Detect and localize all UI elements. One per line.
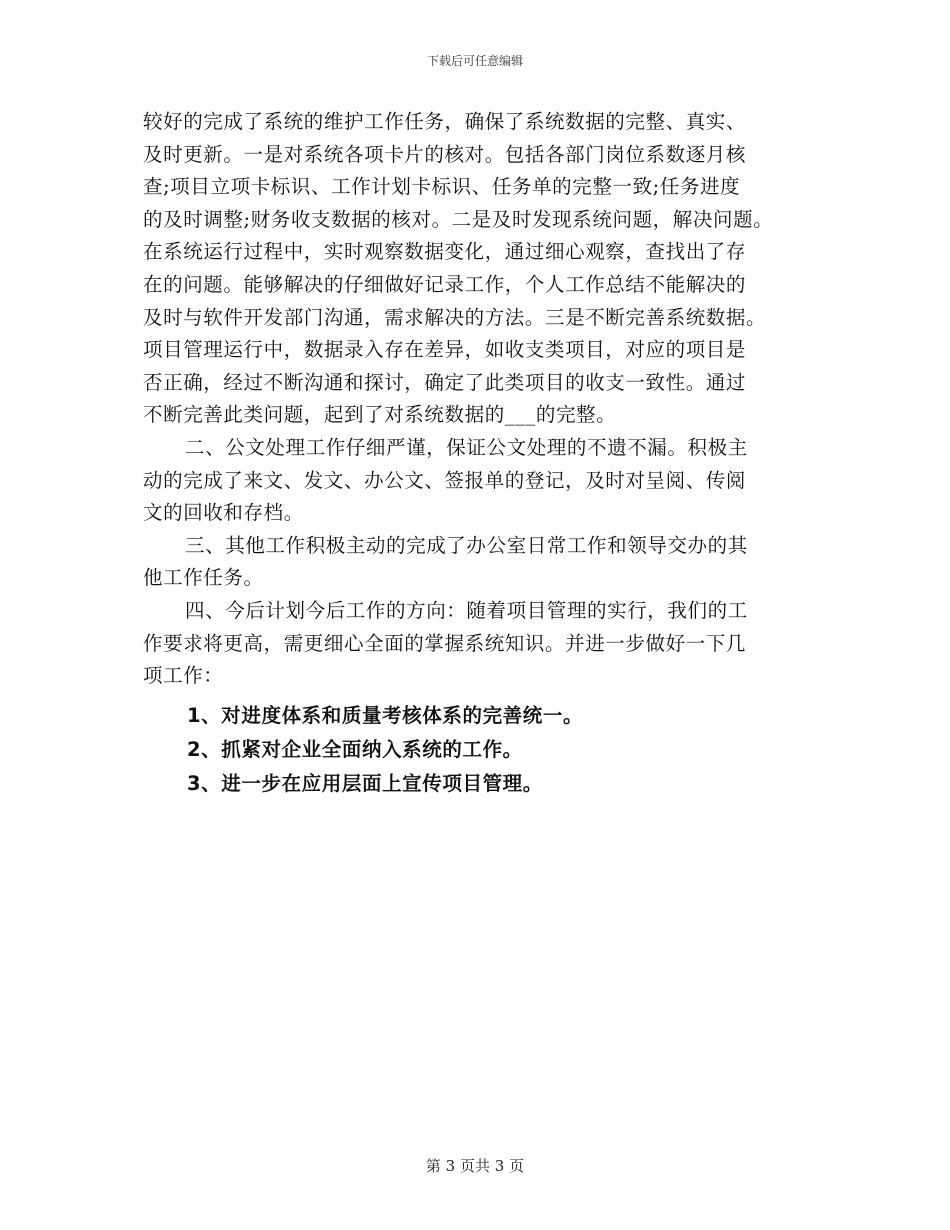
body-line: 他工作任务。 [143,566,264,590]
section-three-line: 三、其他工作积极主动的完成了办公室日常工作和领导交办的其 [185,533,748,557]
body-line: 文的回收和存档。 [143,501,304,525]
document-body [143,106,823,801]
section-four-line: 四、今后计划今后工作的方向：随着项目管理的实行，我们的工 [185,598,748,622]
section-two-line: 二、公文处理工作仔细严谨，保证公文处理的不遗不漏。积极主 [185,435,748,459]
body-line: 及时与软件开发部门沟通，需求解决的方法。三是不断完善系统数据。 [143,305,767,329]
body-line: 不断完善此类问题，起到了对系统数据的___的完整。 [143,403,617,427]
list-item: 3、进一步在应用层面上宣传项目管理。 [187,771,543,795]
body-line: 动的完成了来文、发文、办公文、签报单的登记，及时对呈阅、传阅 [143,468,747,492]
body-line: 否正确，经过不断沟通和探讨，确定了此类项目的收支一致性。通过 [143,370,747,394]
body-line: 及时更新。一是对系统各项卡片的核对。包括各部门岗位系数逐月核 [143,142,747,166]
body-line: 的及时调整;财务收支数据的核对。二是及时发现系统问题，解决问题。 [143,207,774,231]
page-header: 下载后可任意编辑 [426,54,523,68]
list-item: 1、对进度体系和质量考核体系的完善统一。 [187,703,584,727]
body-line: 作要求将更高，需更细心全面的掌握系统知识。并进一步做好一下几 [143,631,747,655]
body-line: 较好的完成了系统的维护工作任务，确保了系统数据的完整、真实、 [143,110,747,133]
page-number: 第 3 页共 3 页 [425,1157,525,1175]
body-line: 在系统运行过程中，实时观察数据变化，通过细心观察，查找出了存 [143,240,747,264]
body-line: 在的问题。能够解决的仔细做好记录工作，个人工作总结不能解决的 [143,272,747,296]
body-line: 查;项目立项卡标识、工作计划卡标识、任务单的完整一致;任务进度 [143,175,741,199]
body-line: 项目管理运行中，数据录入存在差异，如收支类项目，对应的项目是 [143,338,747,362]
body-line: 项工作： [143,664,224,688]
list-item: 2、抓紧对企业全面纳入系统的工作。 [187,737,523,761]
work-item-list [143,699,823,801]
